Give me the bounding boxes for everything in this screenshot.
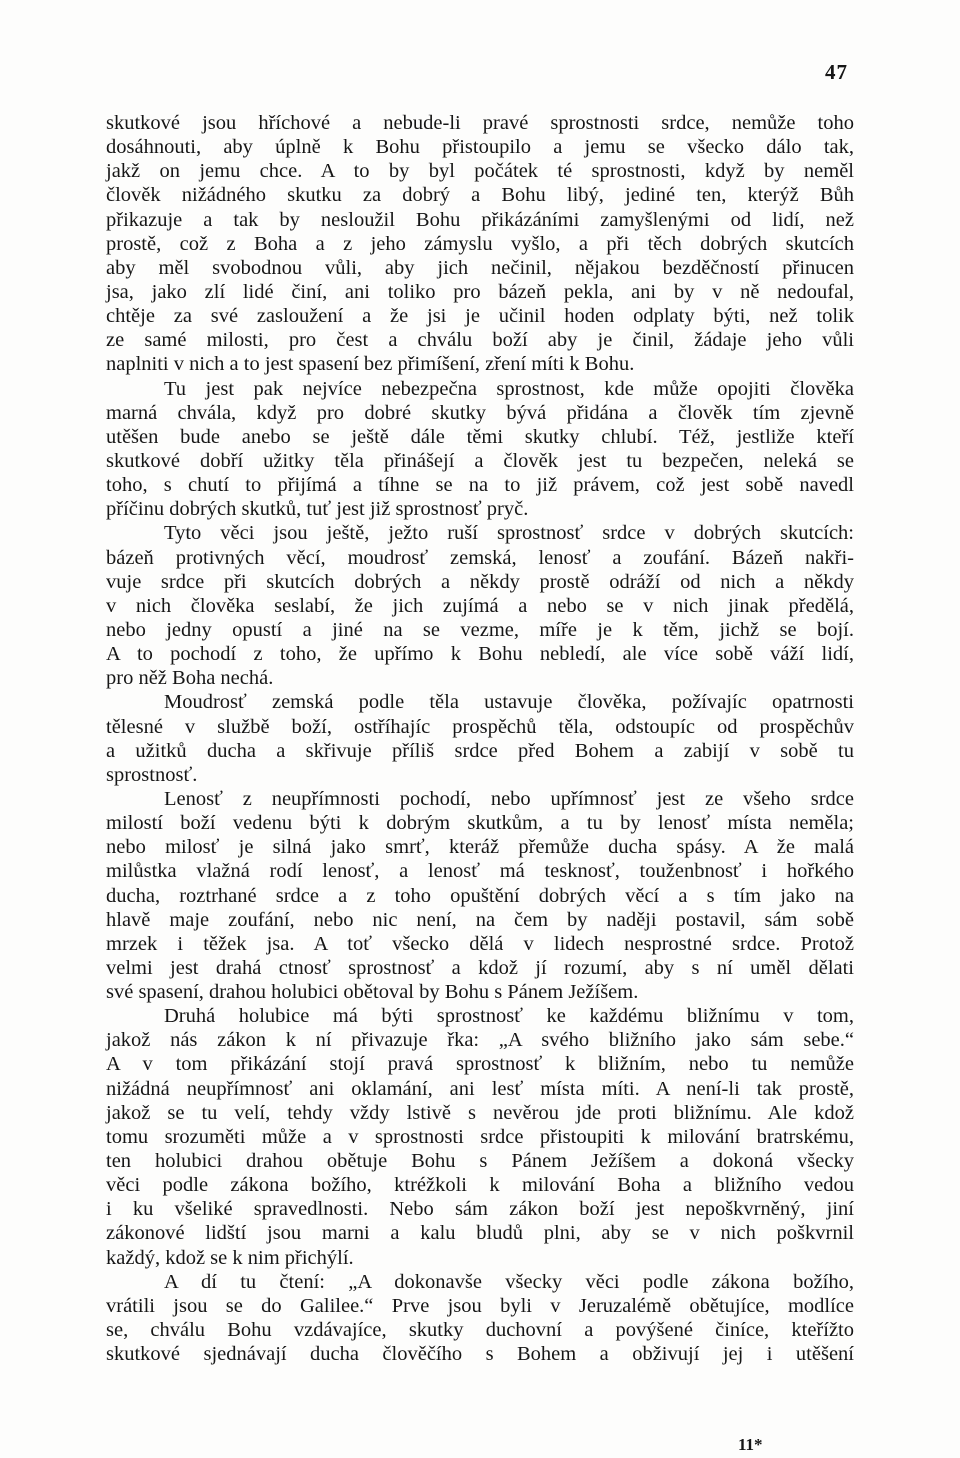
text-line: Tu jest pak nejvíce nebezpečna sprostnost, kde může opojiti člověka	[164, 377, 854, 400]
text-line: každý, kdož se k nim přichýlí.	[106, 1246, 354, 1269]
text-line: věci podle zákona božího, ktréžkoli k milování Boha a bližního vedou	[106, 1174, 854, 1197]
body-text	[106, 111, 854, 1366]
text-line: příčinu dobrých skutků, tuť jest již sprostnosť pryč.	[106, 498, 529, 521]
text-line: hlavě maje zoufání, nebo nic není, na čem by naději postavil, sám sobě	[106, 908, 854, 931]
text-line: velmi jest drahá ctnosť sprostnosť a kdož jí rozumí, aby s ní uměl dělati	[106, 956, 854, 979]
text-line: nižádná neupřímnosť ani oklamání, ani lesť místa míti. A není-li tak prostě,	[106, 1077, 854, 1100]
text-line: A to pochodí z toho, že upřímo k Bohu nebledí, ale více sobě váží lidí,	[106, 643, 854, 666]
text-line: Moudrosť zemská podle těla ustavuje člověka, požívajíc opatrnosti	[164, 691, 854, 714]
text-line: zákonové lidští jsou marni a kalu bludů plni, aby se v nich poškvrnil	[106, 1222, 854, 1245]
text-line: skutkové dobří užitky těla přinášejí a člověk jest tu bezpečen, neleká se	[106, 449, 854, 472]
text-line: člověk nižádného skutku za dobrý a Bohu libý, jediné ten, kterýž Bůh	[106, 184, 854, 207]
text-line: Druhá holubice má býti sprostnosť ke každému bližnímu v tom,	[164, 1005, 854, 1028]
text-line: aby měl svobodnou vůli, aby jich nečinil, nějakou bezděčností přinucen	[106, 256, 854, 279]
text-line: Lenosť z neupřímnosti pochodí, nebo upřímnosť jest ze všeho srdce	[164, 787, 854, 810]
text-line: A v tom přikázání stojí pravá sprostnosť k bližním, nebo tu nemůže	[106, 1053, 854, 1076]
text-line: jsa, jako zlí lidé činí, ani toliko pro bázeň pekla, ani by v ně nedoufal,	[106, 280, 854, 303]
text-line: vuje srdce při skutcích dobrých a někdy prostě odráží od nich a někdy	[106, 570, 854, 593]
text-line: skutkové jsou hříchové a nebude-li pravé sprostnosti srdce, nemůže toho	[106, 112, 854, 134]
text-line: naplniti v nich a to jest spasení bez přimíšení, zření míti k Bohu.	[106, 353, 635, 376]
text-line: mrzek i těžek jsa. A toť všecko dělá v lidech nesprostné srdce. Protož	[106, 932, 854, 955]
text-line: Tyto věci jsou ještě, ježto ruší sprostnosť srdce v dobrých skutcích:	[164, 522, 854, 545]
text-line: utěšen bude anebo se ještě dále těmi skutky chlubí. Též, jestliže kteří	[106, 425, 854, 448]
text-line: sprostnosť.	[106, 763, 198, 786]
page-number: 47	[825, 60, 848, 84]
text-line: tělesné v službě boží, ostříhajíc prospěchů těla, odstoupíc od prospěchův	[106, 715, 854, 738]
text-line: i ku všeliké spravedlnosti. Nebo sám zákon boží jest nepoškvrněný, jiní	[106, 1198, 854, 1221]
text-line: A dí tu čtení: „A dokonavše všecky věci podle zákona božího,	[164, 1270, 854, 1293]
text-line: vrátili jsou se do Galilee.“ Prve jsou byli v Jeruzalémě obětujíce, modlíce	[106, 1294, 854, 1317]
text-line: přikazuje a tak by nesloužil Bohu přikázáními zamyšlenými od lidí, než	[106, 208, 854, 231]
text-line: nebo jedny opustí a jiné na se vezme, míře je k těm, jichž se bojí.	[106, 618, 854, 641]
text-line: chtěje za své zasloužení a že jsi je učinil hoden odplaty býti, než tolik	[106, 305, 854, 328]
text-line: marná chvála, když pro dobré skutky bývá přidána a člověk tím zjevně	[106, 401, 854, 424]
text-line: dosáhnouti, aby úplně k Bohu přistoupilo a jemu se všecko dálo tak,	[106, 136, 854, 159]
signature-mark: 11*	[738, 1435, 763, 1454]
text-line: skutkové sjednávají ducha člověčího s Bohem a obživují jej i utěšení	[106, 1343, 854, 1366]
text-line: své spasení, drahou holubici obětoval by Bohu s Pánem Ježíšem.	[106, 981, 639, 1004]
text-line: milůstka vlažná rodí lenosť, a lenosť má tesknosť, touženbnosť i hořkého	[106, 860, 854, 883]
text-line: tomu srozuměti může a v sprostnosti srdce přistoupiti k milování bratrskému,	[106, 1125, 854, 1148]
text-line: se, chválu Bohu vzdávajíce, skutky duchovní a povýšené činíce, kteřížto	[106, 1319, 854, 1342]
text-line: pro něž Boha nechá.	[106, 667, 274, 690]
text-line: nebo milosť je silná jako smrť, kteráž přemůže ducha spásy. A že malá	[106, 836, 854, 859]
text-line: prostě, což z Boha a z jeho zámyslu vyšlo, a při těch dobrých skutcích	[106, 232, 854, 255]
text-line: bázeň protivných věcí, moudrosť zemská, lenosť a zoufání. Bázeň nakři-	[106, 546, 854, 569]
text-line: ducha, roztrhané srdce a z toho opuštění dobrých věcí a s tím jako na	[106, 884, 854, 907]
text-line: jakož se tu velí, tehdy vždy lstivě s nevěrou jde proti bližnímu. Ale kdož	[106, 1101, 854, 1124]
text-line: a užitků ducha a skřivuje příliš srdce před Bohem a zabijí v sobě tu	[106, 739, 854, 762]
text-line: toho, s chutí to přijímá a tíhne se na to již právem, což jest sobě navedl	[106, 474, 854, 497]
text-line: milostí boží vedenu býti k dobrým skutkům, a tu by lenosť místa neměla;	[106, 812, 854, 835]
text-line: ten holubici drahou obětuje Bohu s Pánem Ježíšem a dokoná všecky	[106, 1150, 854, 1173]
text-line: jakož nás zákon k ní přivazuje řka: „A svého bližního jako sám sebe.“	[106, 1029, 854, 1052]
text-line: jakž on jemu chce. A to by byl počátek té sprostnosti, když by neměl	[106, 160, 854, 183]
text-line: v nich člověka seslabí, že jich zujímá a nebo se v nich jinak předělá,	[106, 594, 854, 617]
text-line: ze samé milosti, pro čest a chválu boží aby je činil, žádaje jeho vůli	[106, 329, 854, 352]
